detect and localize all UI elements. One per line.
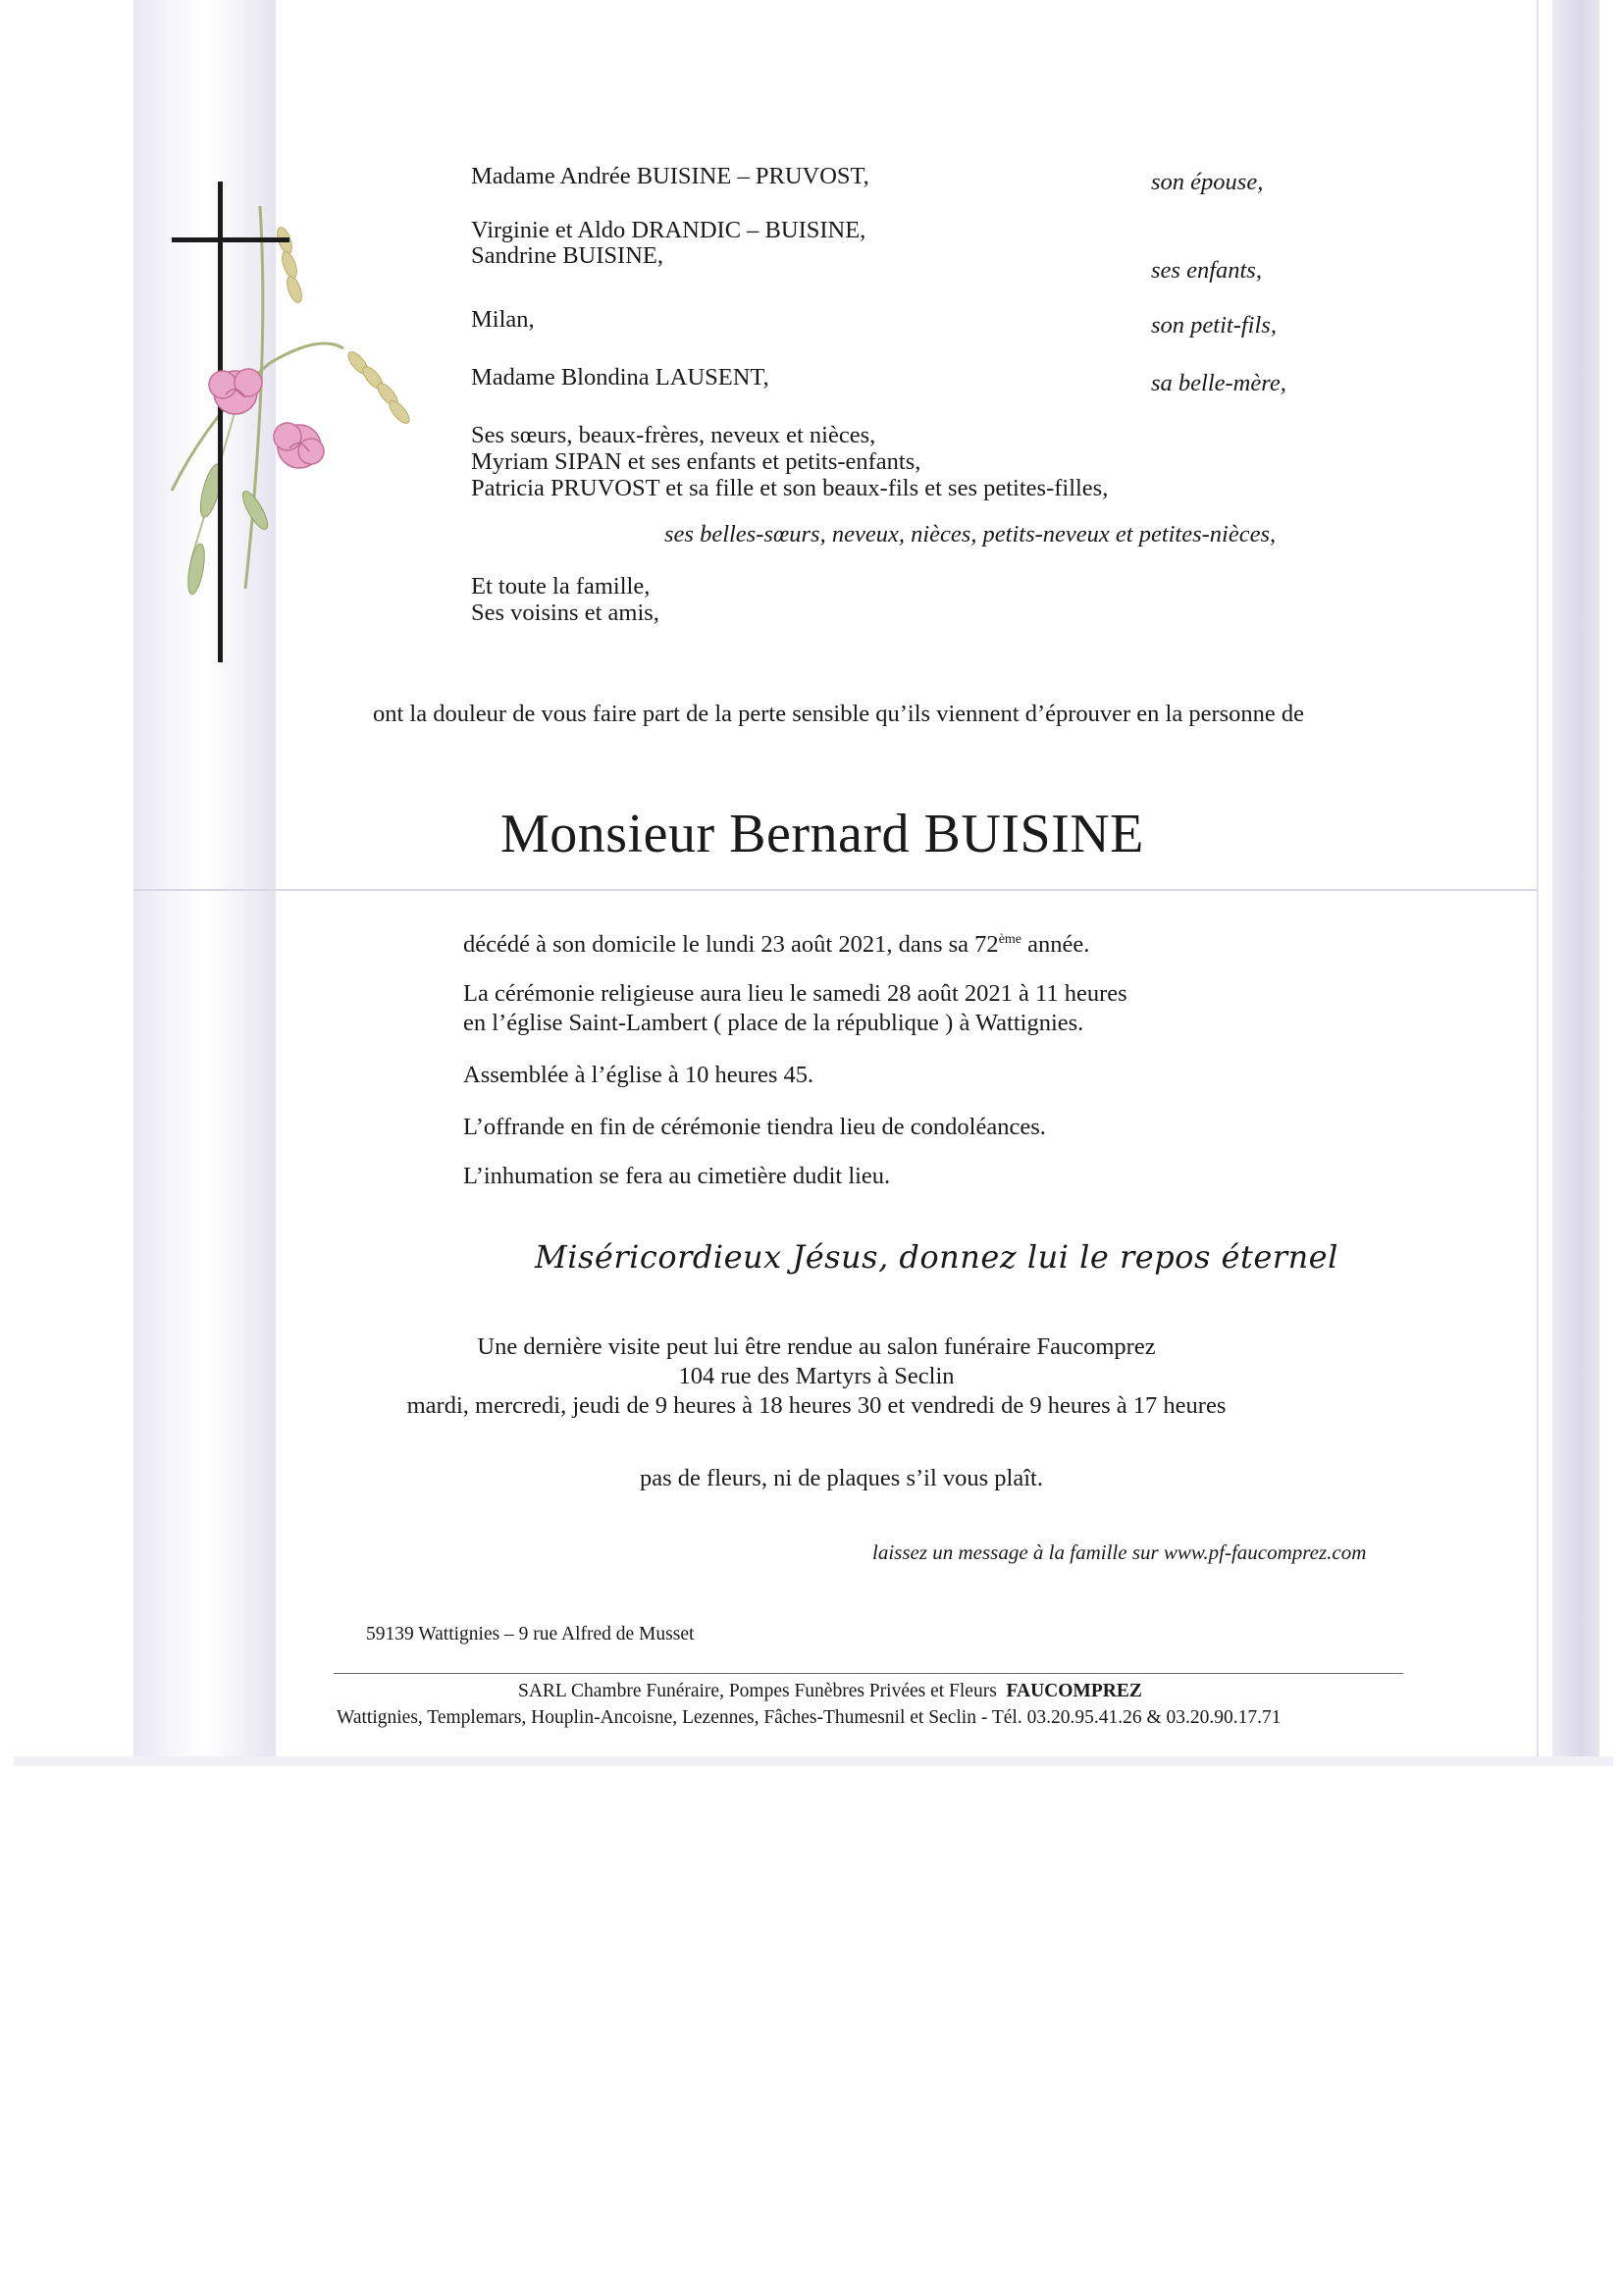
page-edge-line [1537,0,1539,1766]
role-grandson: son petit-fils, [1151,312,1277,339]
visit-line-2: 104 rue des Martyrs à Seclin [678,1363,955,1389]
deceased-name: Monsieur Bernard BUISINE [500,804,1144,864]
fold-line [133,889,1537,891]
role-mother-in-law: sa belle-mère, [1151,370,1286,396]
sheet-bottom-edge [14,1756,1613,1766]
cross-with-flowers-icon [152,167,427,677]
message-link[interactable]: laissez un message à la famille sur www.pf-faucomprez.com [872,1540,1367,1564]
family-line-mother-in-law: Madame Blondina LAUSENT, [471,364,769,391]
death-line-text: décédé à son domicile le lundi 23 août 2021, dans sa 72 [463,931,999,959]
flowers-note: pas de fleurs, ni de plaques s’il vous plaît. [640,1465,1043,1491]
role-children: ses enfants, [1151,257,1262,284]
announcement-text: ont la douleur de vous faire part de la perte sensible qu’ils viennent d’éprouver en la personne de [373,701,1305,727]
family-line-children-1: Virginie et Aldo DRANDIC – BUISINE, [471,217,866,243]
visit-line-1: Une dernière visite peut lui être rendue au salon funéraire Faucomprez [477,1333,1156,1360]
family-line-grandson: Milan, [471,306,535,333]
visit-line-3: mardi, mercredi, jeudi de 9 heures à 18 heures 30 et vendredi de 9 heures à 17 heures [406,1392,1227,1419]
address-text: 59139 Wattignies – 9 rue Alfred de Musset [366,1624,695,1644]
role-spouse: son épouse, [1151,169,1264,195]
siblings-role: ses belles-sœurs, neveux, nièces, petits-neveux et petites-nièces, [664,521,1277,548]
burial-line: L’inhumation se fera au cimetière dudit lieu. [463,1163,891,1189]
siblings-line-1: Ses sœurs, beaux-frères, neveux et nièces, [471,422,876,448]
siblings-line-2: Myriam SIPAN et ses enfants et petits-enfants, [471,448,921,475]
ceremony-line-1: La cérémonie religieuse aura lieu le samedi 28 août 2021 à 11 heures [463,980,1127,1007]
prayer-text: Miséricordieux Jésus, donnez lui le repos éternel [535,1238,1338,1276]
footer-divider [334,1673,1403,1674]
footer-company-text: SARL Chambre Funéraire, Pompes Funèbres Privées et Fleurs [518,1681,997,1701]
family-line-children-2: Sandrine BUISINE, [471,242,663,269]
ceremony-line-2: en l’église Saint-Lambert ( place de la république ) à Wattignies. [463,1010,1084,1036]
page-edge [1552,0,1599,1766]
family-line-spouse: Madame Andrée BUISINE – PRUVOST, [471,163,869,189]
others-line-1: Et toute la famille, [471,573,651,600]
death-line-end: année. [1021,931,1090,959]
death-line [463,932,1089,959]
others-line-2: Ses voisins et amis, [471,600,659,626]
footer-company [518,1681,1142,1701]
footer-company-brand: FAUCOMPREZ [1006,1681,1142,1701]
footer-towns: Wattignies, Templemars, Houplin-Ancoisne, Lezennes, Fâches-Thumesnil et Seclin - Tél. 03.20.95.41.26 & 03.20.90.17.71 [337,1707,1282,1728]
death-line-superscript: ème [998,932,1022,947]
siblings-line-3: Patricia PRUVOST et sa fille et son beaux-fils et ses petites-filles, [471,475,1109,501]
assembly-line: Assemblée à l’église à 10 heures 45. [463,1062,814,1088]
offering-line: L’offrande en fin de cérémonie tiendra lieu de condoléances. [463,1114,1046,1140]
